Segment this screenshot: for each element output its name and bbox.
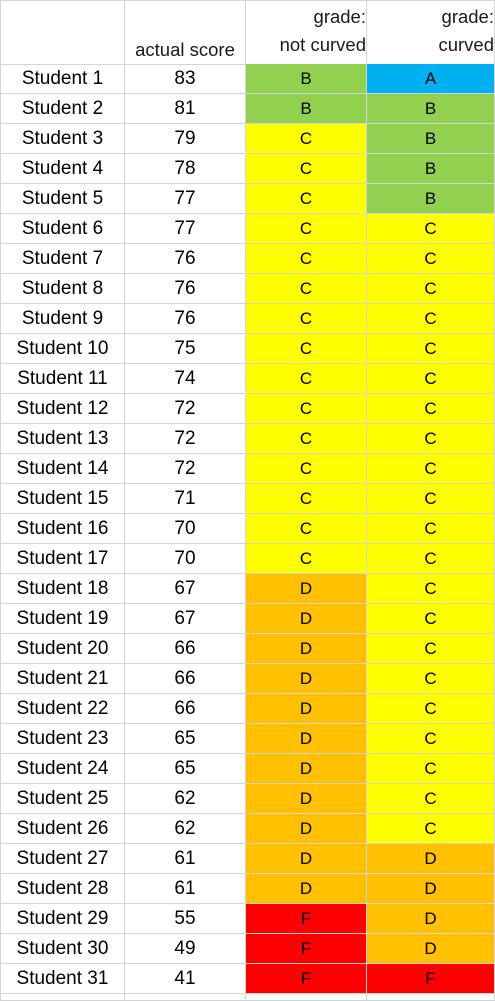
empty-row: [0, 994, 495, 1001]
student-name-cell[interactable]: Student 20: [0, 634, 125, 664]
table-row: [0, 364, 495, 394]
table-row: [0, 964, 495, 994]
student-name-cell[interactable]: Student 31: [0, 964, 125, 994]
student-name-cell[interactable]: Student 22: [0, 694, 125, 724]
student-name-cell[interactable]: Student 24: [0, 754, 125, 784]
header-score-label: actual score: [135, 38, 235, 60]
grade-not-curved-cell[interactable]: F: [246, 964, 367, 994]
student-name-cell[interactable]: Student 4: [0, 154, 125, 184]
score-cell[interactable]: 83: [125, 64, 246, 94]
score-cell[interactable]: 65: [125, 754, 246, 784]
table-row: [0, 214, 495, 244]
score-cell[interactable]: 66: [125, 664, 246, 694]
grade-curved-cell[interactable]: C: [367, 424, 495, 454]
header-not-curved-line1: grade:: [313, 6, 366, 27]
grade-not-curved-cell[interactable]: D: [246, 844, 367, 874]
grade-not-curved-cell[interactable]: B: [246, 64, 367, 94]
table-row: [0, 574, 495, 604]
grade-not-curved-cell[interactable]: C: [246, 124, 367, 154]
score-cell[interactable]: 77: [125, 214, 246, 244]
grade-curved-cell[interactable]: C: [367, 454, 495, 484]
score-cell[interactable]: 71: [125, 484, 246, 514]
score-cell[interactable]: 61: [125, 844, 246, 874]
score-cell[interactable]: 76: [125, 274, 246, 304]
grade-not-curved-cell[interactable]: D: [246, 694, 367, 724]
table-row: [0, 94, 495, 124]
header-cell-score[interactable]: [125, 1, 246, 65]
table-row: [0, 664, 495, 694]
score-cell[interactable]: 72: [125, 454, 246, 484]
grade-curved-cell[interactable]: C: [367, 724, 495, 754]
grade-curved-cell[interactable]: C: [367, 484, 495, 514]
table-row: [0, 184, 495, 214]
header-not-curved-line2: not curved: [279, 34, 366, 55]
grade-not-curved-cell[interactable]: B: [246, 94, 367, 124]
student-name-cell[interactable]: Student 23: [0, 724, 125, 754]
grade-not-curved-cell[interactable]: D: [246, 814, 367, 844]
table-row: [0, 514, 495, 544]
score-cell[interactable]: 79: [125, 124, 246, 154]
grade-curved-cell[interactable]: C: [367, 334, 495, 364]
table-row: [0, 724, 495, 754]
student-name-cell[interactable]: Student 18: [0, 574, 125, 604]
table-row: [0, 154, 495, 184]
grade-curved-cell[interactable]: D: [367, 874, 495, 904]
grade-curved-cell[interactable]: D: [367, 934, 495, 964]
score-cell[interactable]: 72: [125, 424, 246, 454]
grade-curved-cell[interactable]: C: [367, 364, 495, 394]
table-row: [0, 814, 495, 844]
table-row: [0, 394, 495, 424]
student-name-cell[interactable]: Student 13: [0, 424, 125, 454]
score-cell[interactable]: 65: [125, 724, 246, 754]
grade-curved-cell[interactable]: D: [367, 904, 495, 934]
student-name-cell[interactable]: Student 2: [0, 94, 125, 124]
student-name-cell[interactable]: Student 8: [0, 274, 125, 304]
student-name-cell[interactable]: Student 7: [0, 244, 125, 274]
score-cell[interactable]: 70: [125, 514, 246, 544]
empty-cell[interactable]: [246, 994, 367, 1001]
student-name-cell[interactable]: Student 25: [0, 784, 125, 814]
grade-not-curved-cell[interactable]: C: [246, 274, 367, 304]
grade-not-curved-cell[interactable]: C: [246, 364, 367, 394]
grade-not-curved-cell[interactable]: D: [246, 754, 367, 784]
score-cell[interactable]: 61: [125, 874, 246, 904]
grade-not-curved-cell[interactable]: C: [246, 214, 367, 244]
table-row: [0, 424, 495, 454]
score-cell[interactable]: 75: [125, 334, 246, 364]
grade-not-curved-cell[interactable]: C: [246, 334, 367, 364]
table-row: [0, 304, 495, 334]
grade-not-curved-cell[interactable]: D: [246, 664, 367, 694]
table-row: [0, 934, 495, 964]
score-cell[interactable]: 67: [125, 604, 246, 634]
grade-curved-cell[interactable]: B: [367, 94, 495, 124]
student-name-cell[interactable]: Student 10: [0, 334, 125, 364]
table-row: [0, 634, 495, 664]
empty-cell[interactable]: [367, 994, 495, 1001]
score-cell[interactable]: 70: [125, 544, 246, 574]
student-name-cell[interactable]: Student 26: [0, 814, 125, 844]
grade-curved-cell[interactable]: F: [367, 964, 495, 994]
grade-curved-cell[interactable]: C: [367, 394, 495, 424]
grade-not-curved-cell[interactable]: C: [246, 544, 367, 574]
table-row: [0, 274, 495, 304]
student-name-cell[interactable]: Student 6: [0, 214, 125, 244]
student-name-cell[interactable]: Student 21: [0, 664, 125, 694]
table-row: [0, 454, 495, 484]
grade-curved-cell[interactable]: C: [367, 274, 495, 304]
table-row: [0, 544, 495, 574]
student-name-cell[interactable]: Student 9: [0, 304, 125, 334]
grade-curved-cell[interactable]: C: [367, 694, 495, 724]
header-row: [0, 0, 495, 65]
score-cell[interactable]: 76: [125, 244, 246, 274]
score-cell[interactable]: 76: [125, 304, 246, 334]
student-name-cell[interactable]: Student 12: [0, 394, 125, 424]
grade-curved-cell[interactable]: A: [367, 64, 495, 94]
score-cell[interactable]: 66: [125, 634, 246, 664]
header-curved-line1: grade:: [441, 6, 494, 27]
grade-curved-cell[interactable]: B: [367, 184, 495, 214]
table-row: [0, 784, 495, 814]
score-cell[interactable]: 62: [125, 784, 246, 814]
score-cell[interactable]: 67: [125, 574, 246, 604]
grade-not-curved-cell[interactable]: F: [246, 934, 367, 964]
table-row: [0, 874, 495, 904]
grade-not-curved-cell[interactable]: C: [246, 304, 367, 334]
student-name-cell[interactable]: Student 11: [0, 364, 125, 394]
table-row: [0, 904, 495, 934]
grade-curved-cell[interactable]: D: [367, 844, 495, 874]
student-name-cell[interactable]: Student 19: [0, 604, 125, 634]
grade-not-curved-cell[interactable]: D: [246, 724, 367, 754]
grade-curved-cell[interactable]: C: [367, 784, 495, 814]
grade-not-curved-cell[interactable]: D: [246, 874, 367, 904]
grade-not-curved-cell[interactable]: C: [246, 514, 367, 544]
student-name-cell[interactable]: Student 27: [0, 844, 125, 874]
score-cell[interactable]: 72: [125, 394, 246, 424]
score-cell[interactable]: 49: [125, 934, 246, 964]
grade-curved-cell[interactable]: C: [367, 604, 495, 634]
score-cell[interactable]: 55: [125, 904, 246, 934]
grade-curved-cell[interactable]: C: [367, 544, 495, 574]
grade-not-curved-cell[interactable]: C: [246, 244, 367, 274]
table-row: [0, 244, 495, 274]
score-cell[interactable]: 41: [125, 964, 246, 994]
grade-curved-cell[interactable]: C: [367, 754, 495, 784]
table-row: [0, 484, 495, 514]
score-cell[interactable]: 66: [125, 694, 246, 724]
grade-not-curved-cell[interactable]: D: [246, 604, 367, 634]
grade-not-curved-cell[interactable]: C: [246, 184, 367, 214]
student-name-cell[interactable]: Student 17: [0, 544, 125, 574]
table-row: [0, 64, 495, 94]
table-row: [0, 694, 495, 724]
grade-curved-cell[interactable]: B: [367, 154, 495, 184]
grade-not-curved-cell[interactable]: C: [246, 424, 367, 454]
grade-not-curved-cell[interactable]: C: [246, 484, 367, 514]
table-row: [0, 844, 495, 874]
score-cell[interactable]: 81: [125, 94, 246, 124]
grade-not-curved-cell[interactable]: D: [246, 784, 367, 814]
table-row: [0, 604, 495, 634]
table-row: [0, 124, 495, 154]
score-cell[interactable]: 74: [125, 364, 246, 394]
empty-cell[interactable]: [0, 994, 125, 1001]
grade-curved-cell[interactable]: C: [367, 574, 495, 604]
score-cell[interactable]: 62: [125, 814, 246, 844]
grade-curved-cell[interactable]: C: [367, 244, 495, 274]
header-cell-curved[interactable]: [367, 1, 495, 65]
score-cell[interactable]: 77: [125, 184, 246, 214]
grade-curved-cell[interactable]: C: [367, 634, 495, 664]
grade-curved-cell[interactable]: C: [367, 214, 495, 244]
header-curved-line2: curved: [438, 34, 494, 55]
grade-not-curved-cell[interactable]: C: [246, 394, 367, 424]
table-row: [0, 334, 495, 364]
score-cell[interactable]: 78: [125, 154, 246, 184]
student-name-cell[interactable]: Student 5: [0, 184, 125, 214]
student-name-cell[interactable]: Student 14: [0, 454, 125, 484]
student-name-cell[interactable]: Student 16: [0, 514, 125, 544]
grade-curved-cell[interactable]: C: [367, 814, 495, 844]
grade-not-curved-cell[interactable]: F: [246, 904, 367, 934]
student-name-cell[interactable]: Student 15: [0, 484, 125, 514]
grade-curved-cell[interactable]: B: [367, 124, 495, 154]
student-name-cell[interactable]: Student 30: [0, 934, 125, 964]
header-cell-student[interactable]: [0, 1, 125, 65]
grade-not-curved-cell[interactable]: D: [246, 574, 367, 604]
empty-cell[interactable]: [125, 994, 246, 1001]
grade-not-curved-cell[interactable]: D: [246, 634, 367, 664]
student-name-cell[interactable]: Student 29: [0, 904, 125, 934]
student-name-cell[interactable]: Student 28: [0, 874, 125, 904]
table-row: [0, 754, 495, 784]
student-name-cell[interactable]: Student 1: [0, 64, 125, 94]
grade-not-curved-cell[interactable]: C: [246, 154, 367, 184]
grade-not-curved-cell[interactable]: C: [246, 454, 367, 484]
grade-curved-cell[interactable]: C: [367, 304, 495, 334]
header-cell-not-curved[interactable]: [246, 1, 367, 65]
student-name-cell[interactable]: Student 3: [0, 124, 125, 154]
grade-curved-cell[interactable]: C: [367, 664, 495, 694]
grade-curved-cell[interactable]: C: [367, 514, 495, 544]
